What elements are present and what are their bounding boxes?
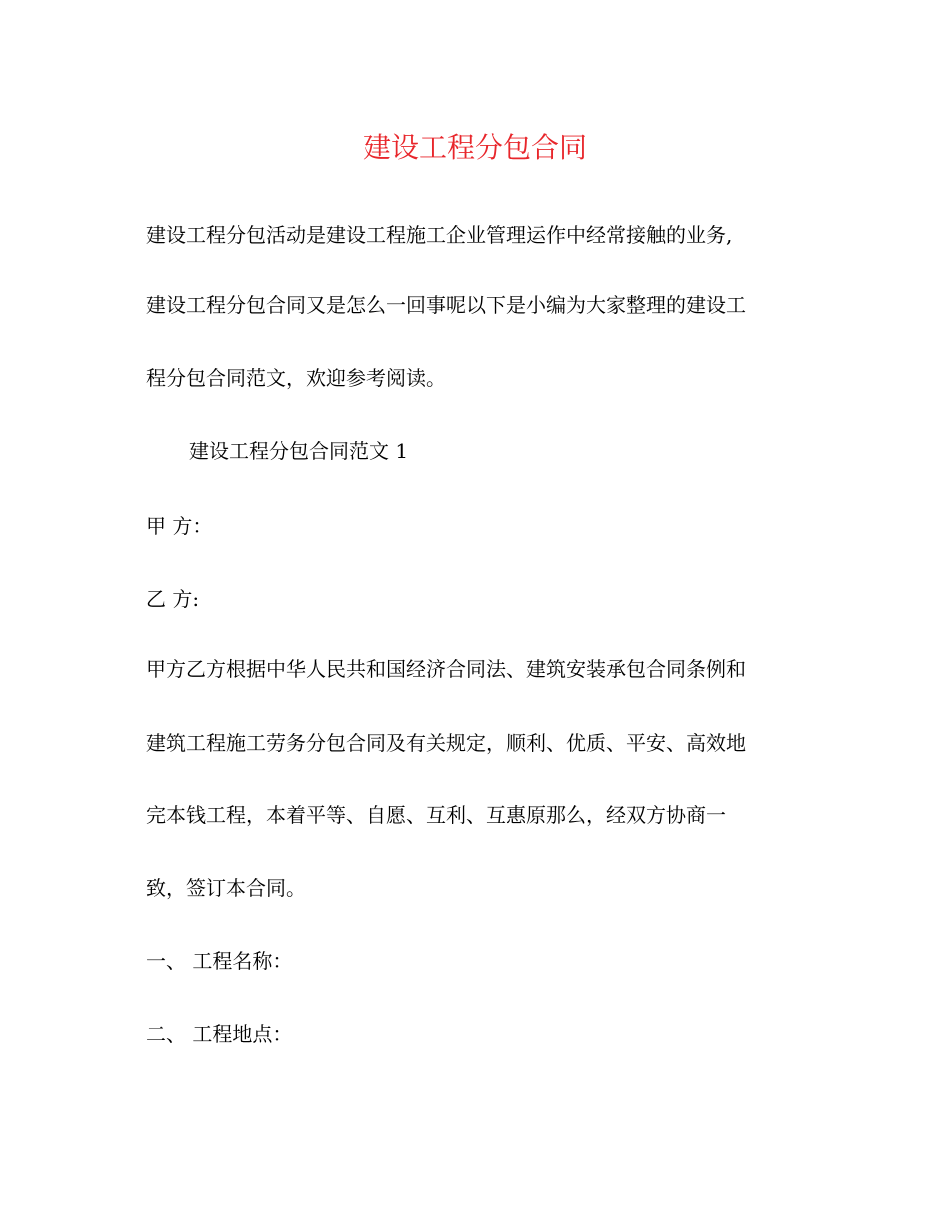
section-heading: 建设工程分包合同范文 1 (189, 439, 409, 463)
party-b-label: 乙 方: (146, 587, 200, 611)
intro-line-1: 建设工程分包活动是建设工程施工企业管理运作中经常接触的业务, (146, 223, 733, 247)
intro-line-2: 建设工程分包合同又是怎么一回事呢以下是小编为大家整理的建设工 (146, 293, 746, 317)
body-line-4: 致，签订本合同。 (146, 876, 306, 900)
document-title: 建设工程分包合同 (362, 131, 587, 164)
body-line-3: 完本钱工程，本着平等、自愿、互利、互惠原那么，经双方协商一 (146, 803, 726, 827)
clause-project-name: 一、 工程名称： (146, 949, 293, 973)
intro-line-3: 程分包合同范文，欢迎参考阅读。 (146, 366, 446, 390)
body-line-2: 建筑工程施工劳务分包合同及有关规定，顺利、优质、平安、高效地 (146, 731, 746, 755)
clause-project-location: 二、 工程地点： (146, 1022, 293, 1046)
body-line-1: 甲方乙方根据中华人民共和国经济合同法、建筑安装承包合同条例和 (146, 657, 746, 681)
party-a-label: 甲 方： (146, 514, 213, 538)
